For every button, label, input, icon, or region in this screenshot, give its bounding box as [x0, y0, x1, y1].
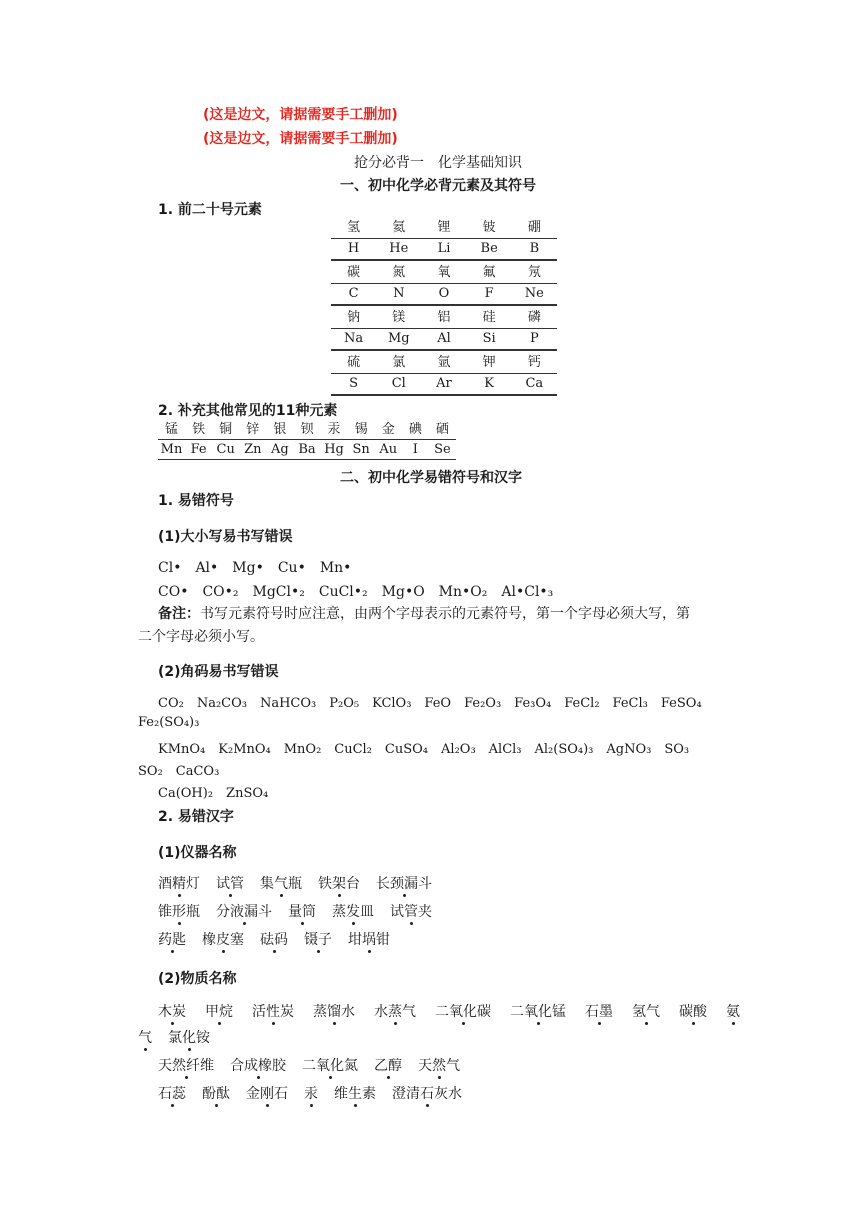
element-symbol: K [484, 376, 495, 391]
extra-element-name: 钡 [300, 422, 314, 437]
element-name: 硼 [527, 220, 541, 235]
term: 氢气 [632, 1004, 660, 1020]
sub1-title: 1. 前二十号元素 [158, 202, 262, 218]
term: 量筒 [288, 904, 316, 920]
element-symbol: Ne [524, 286, 544, 301]
element-symbol: Li [437, 241, 451, 256]
easy-chars-title: 2. 易错汉字 [158, 809, 234, 825]
element-symbols-row [331, 374, 557, 394]
element-name: 氟 [482, 265, 496, 280]
sub-line-2b: SO₂ CaCO₃ [138, 764, 220, 779]
term: 蒸馏水 [313, 1004, 355, 1020]
extra-element-name: 铁 [192, 422, 206, 437]
term: 蒸发皿 [332, 904, 374, 920]
extra-element-name: 硒 [435, 422, 449, 437]
term: 分液漏斗 [216, 904, 272, 920]
term: 天然气 [418, 1058, 460, 1074]
term: 酚酞 [202, 1086, 230, 1102]
substances-title: (2)物质名称 [158, 971, 237, 987]
term: 试管 [216, 876, 244, 892]
element-symbol: O [438, 286, 450, 301]
element-name: 硫 [347, 355, 361, 370]
extra-element-symbol: Mn [160, 442, 183, 457]
element-name: 氢 [347, 220, 361, 235]
margin-note-2: (这是边文，请据需要手工删加) [203, 131, 398, 147]
element-symbols-row [331, 329, 557, 349]
extra-element-name: 铜 [219, 422, 233, 437]
extra-element-symbol: Au [379, 442, 398, 457]
extra-element-name: 锡 [354, 422, 368, 437]
term: 金刚石 [246, 1086, 288, 1102]
term: 气 [138, 1030, 152, 1046]
element-name: 碳 [347, 265, 361, 280]
term: 石墨 [585, 1004, 613, 1020]
element-names-row [331, 218, 557, 238]
term: 氨 [726, 1004, 740, 1020]
extra-element-name: 锌 [246, 422, 260, 437]
sub-line-2: KMnO₄ K₂MnO₄ MnO₂ CuCl₂ CuSO₄ Al₂O₃ AlCl₃ Al₂(SO₄)₃ AgNO₃ SO₃ [158, 742, 690, 757]
section1-title: 一、初中化学必背元素及其符号 [340, 178, 536, 194]
term: 碳酸 [679, 1004, 707, 1020]
instruments-line-1 [158, 873, 448, 893]
term: 锥形瓶 [158, 904, 200, 920]
term: 水蒸气 [374, 1004, 416, 1020]
element-name: 钙 [527, 355, 541, 370]
substances-line-2 [158, 1055, 476, 1075]
term: 汞 [304, 1086, 318, 1102]
element-symbols-row [331, 284, 557, 304]
term: 甲烷 [205, 1004, 233, 1020]
note-text-2: 二个字母必须小写。 [138, 629, 264, 645]
element-symbols-row [331, 239, 557, 259]
term: 合成橡胶 [230, 1058, 286, 1074]
extra-element-symbol: Zn [244, 442, 262, 457]
element-symbol: Al [437, 331, 451, 346]
extra-element-symbol: Se [434, 442, 451, 457]
instruments-line-2 [158, 901, 448, 921]
element-name: 硅 [482, 310, 496, 325]
term: 氯化铵 [168, 1030, 210, 1046]
note-label: 备注： [158, 606, 200, 622]
sub-line-1: CO₂ Na₂CO₃ NaHCO₃ P₂O₅ KClO₃ FeO Fe₂O₃ Fe₃O₄ FeCl₂ FeCl₃ FeSO₄ [158, 696, 702, 711]
term: 木炭 [158, 1004, 186, 1020]
extra-element-name: 金 [381, 422, 395, 437]
extra-element-name: 银 [273, 422, 287, 437]
element-symbol: F [484, 286, 494, 301]
element-symbol: H [347, 241, 360, 256]
easy-symbols-title: 1. 易错符号 [158, 493, 234, 509]
extra-element-symbol: Fe [190, 442, 207, 457]
instruments-line-3 [158, 929, 406, 949]
element-symbol: Be [480, 241, 498, 256]
term: 药匙 [158, 932, 186, 948]
section2-title: 二、初中化学易错符号和汉字 [340, 470, 522, 486]
element-symbol: He [389, 241, 409, 256]
element-group [331, 308, 557, 351]
element-symbol: Si [482, 331, 496, 346]
term: 集气瓶 [260, 876, 302, 892]
sub-line-3: Ca(OH)₂ ZnSO₄ [158, 786, 269, 801]
element-name: 氩 [437, 355, 451, 370]
term: 活性炭 [252, 1004, 294, 1020]
element-symbol: N [393, 286, 405, 301]
substances-line-1 [158, 1001, 759, 1021]
extra-element-name: 锰 [164, 422, 178, 437]
element-names-row [331, 353, 557, 373]
element-symbol: B [529, 241, 540, 256]
term: 铁架台 [318, 876, 360, 892]
element-name: 氧 [437, 265, 451, 280]
extra-element-name: 汞 [327, 422, 341, 437]
term: 二氧化锰 [510, 1004, 566, 1020]
element-symbol: Mg [387, 331, 410, 346]
case-line-1: Cl• Al• Mg• Cu• Mn• [158, 560, 352, 576]
element-name: 氖 [527, 265, 541, 280]
element-names-row [331, 308, 557, 328]
term: 酒精灯 [158, 876, 200, 892]
element-names-row [331, 263, 557, 283]
instruments-title: (1)仪器名称 [158, 845, 237, 861]
element-name: 磷 [527, 310, 541, 325]
element-table [331, 216, 557, 396]
term: 澄清石灰水 [392, 1086, 462, 1102]
margin-note-1: (这是边文，请据需要手工删加) [203, 107, 398, 123]
note-text: 书写元素符号时应注意，由两个字母表示的元素符号，第一个字母必须大写，第 [200, 606, 690, 622]
term: 维生素 [334, 1086, 376, 1102]
sub2-title: 2. 补充其他常见的11种元素 [158, 403, 338, 419]
element-name: 氮 [392, 265, 406, 280]
element-name: 镁 [392, 310, 406, 325]
extra-element-symbol: Ba [298, 442, 316, 457]
element-symbol: Ca [525, 376, 544, 391]
element-symbol: P [529, 331, 539, 346]
element-name: 铍 [482, 220, 496, 235]
subscript-errors-title: (2)角码易书写错误 [158, 664, 279, 680]
extra-element-symbol: Ag [271, 442, 289, 457]
case-line-2: CO• CO•₂ MgCl•₂ CuCl•₂ Mg•O Mn•O₂ Al•Cl•₃ [158, 584, 554, 600]
substances-line-3 [158, 1083, 478, 1103]
term: 天然纤维 [158, 1058, 214, 1074]
term: 坩埚钳 [348, 932, 390, 948]
element-name: 铝 [437, 310, 451, 325]
element-symbol: S [349, 376, 359, 391]
term: 二氧化碳 [435, 1004, 491, 1020]
term: 砝码 [260, 932, 288, 948]
extra-names-row [158, 420, 456, 439]
element-name: 氯 [392, 355, 406, 370]
term: 石蕊 [158, 1086, 186, 1102]
extra-element-symbol: Sn [352, 442, 370, 457]
element-name: 氦 [392, 220, 406, 235]
term: 橡皮塞 [202, 932, 244, 948]
extra-element-symbol: Cu [216, 442, 235, 457]
element-name: 锂 [437, 220, 451, 235]
extra-element-symbol: I [412, 442, 418, 457]
term: 长颈漏斗 [376, 876, 432, 892]
element-symbol: Ar [436, 376, 452, 391]
term: 二氧化氮 [302, 1058, 358, 1074]
extra-element-table [158, 420, 456, 460]
element-group [331, 263, 557, 306]
extra-symbols-row [158, 440, 456, 459]
term: 乙醇 [374, 1058, 402, 1074]
extra-element-name: 碘 [408, 422, 422, 437]
case-errors-title: (1)大小写易书写错误 [158, 529, 293, 545]
element-name: 钾 [482, 355, 496, 370]
doc-title: 抢分必背一 化学基础知识 [354, 155, 522, 171]
extra-element-symbol: Hg [324, 442, 344, 457]
element-symbol: Na [344, 331, 364, 346]
sub-line-1b: Fe₂(SO₄)₃ [138, 715, 200, 730]
substances-line-1b [138, 1027, 226, 1047]
note [158, 603, 690, 623]
term: 试管夹 [390, 904, 432, 920]
element-group [331, 218, 557, 261]
element-group [331, 353, 557, 396]
element-symbol: C [348, 286, 359, 301]
term: 镊子 [304, 932, 332, 948]
element-symbol: Cl [391, 376, 406, 391]
element-name: 钠 [347, 310, 361, 325]
